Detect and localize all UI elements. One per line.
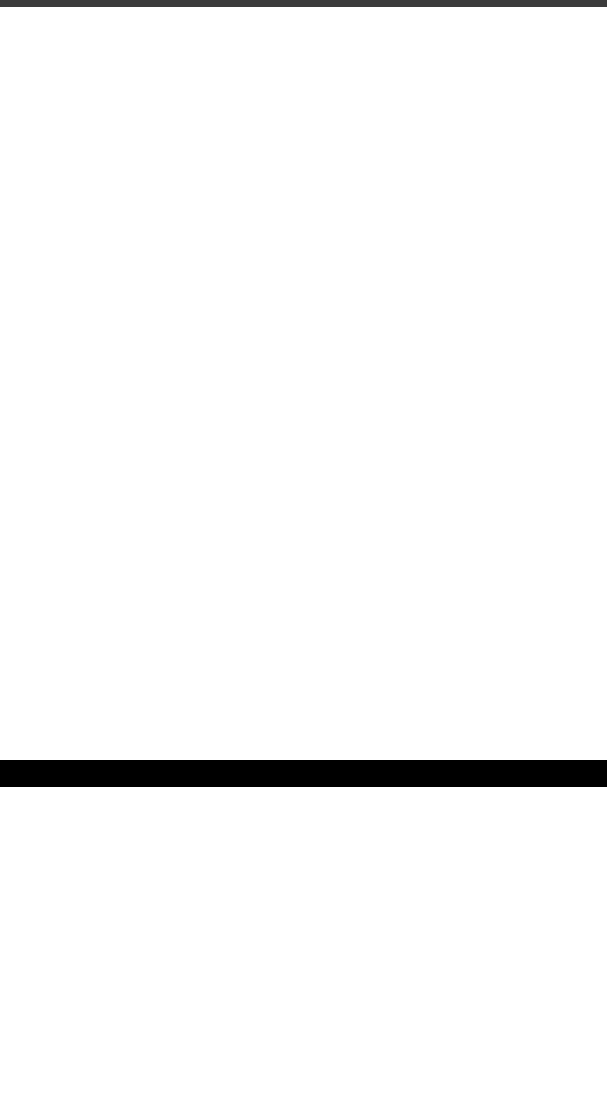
page-top bbox=[0, 7, 607, 760]
page-divider bbox=[0, 760, 607, 787]
top-edge-strip bbox=[0, 0, 607, 7]
page-bottom bbox=[0, 787, 607, 1096]
